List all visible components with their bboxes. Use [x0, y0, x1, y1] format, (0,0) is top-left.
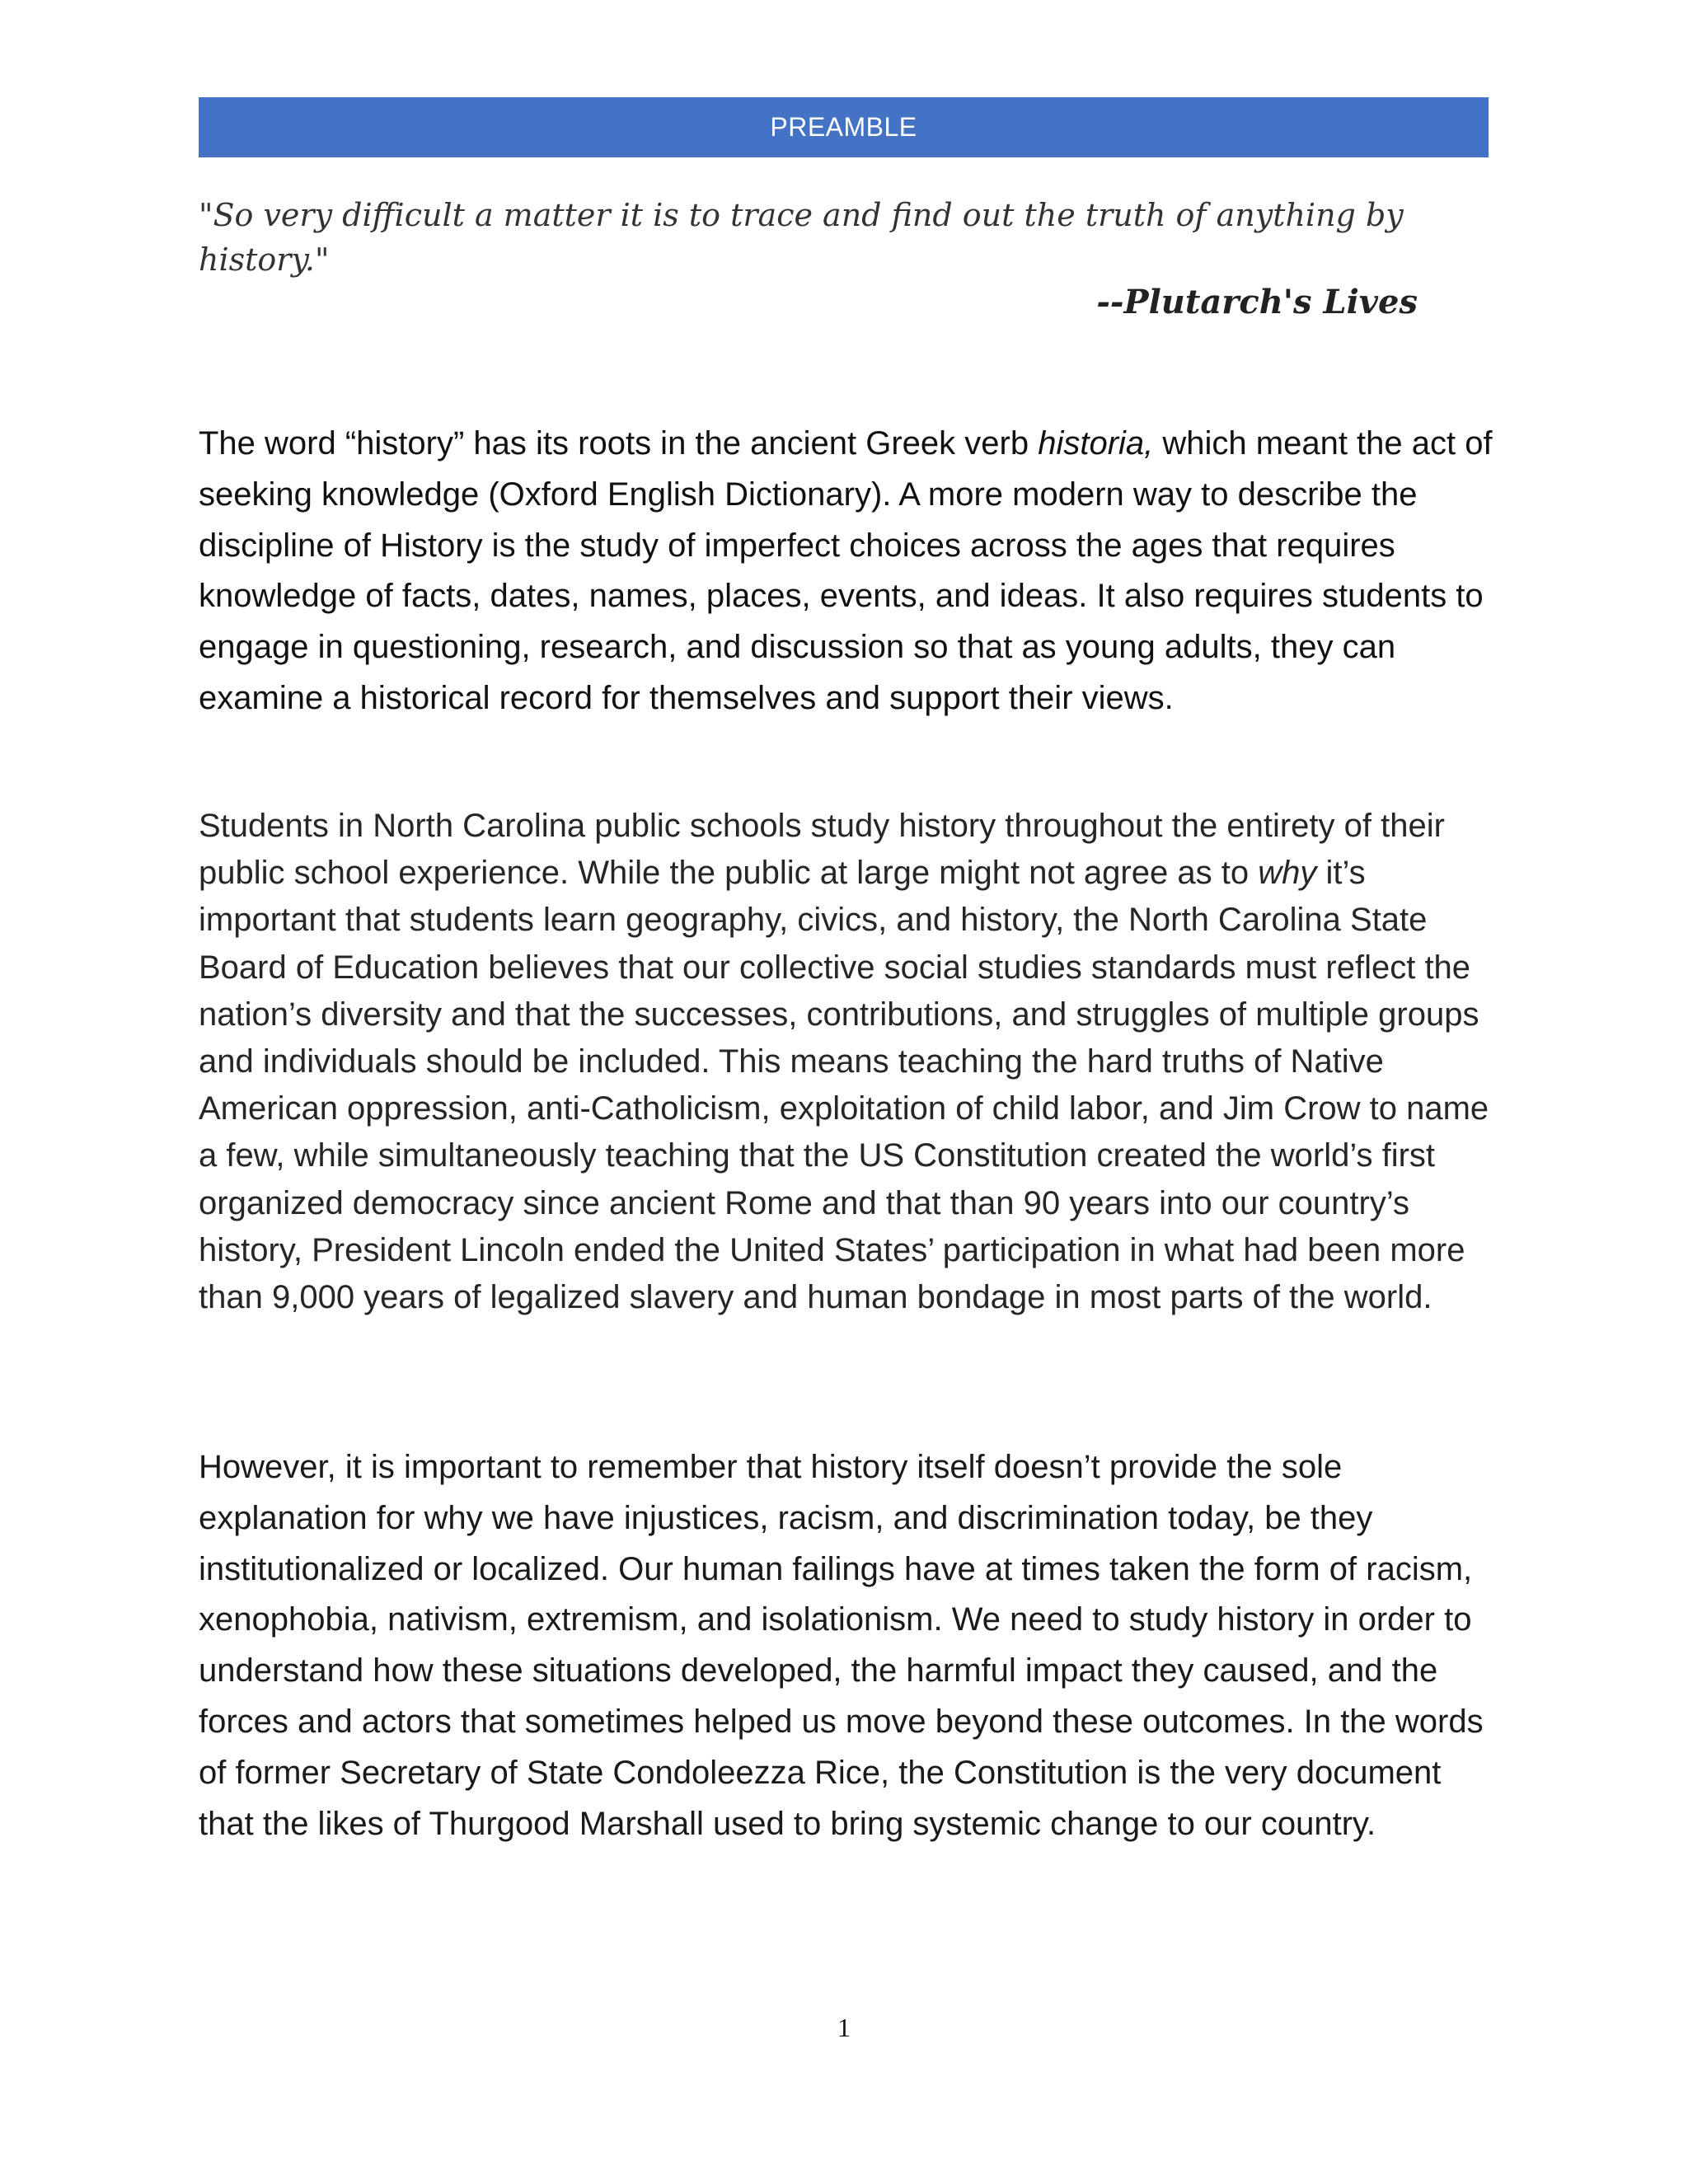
page-number: 1	[837, 2013, 851, 2042]
paragraph-text: which meant the act of seeking knowledge (Oxford English Dictionary). A more modern way to describe the discipline of History is the study of imperfect choices across the ages that requires knowledge of facts, dates, names, places, events, and ideas. It also requires students to engage in questioning, research, and discussion so that as young adults, they can examine a historical record for themselves and support their views.	[199, 425, 1493, 716]
body-paragraph-2	[199, 803, 1493, 1321]
paragraph-text: The word “history” has its roots in the ancient Greek verb	[199, 425, 1039, 462]
italic-term: why	[1258, 855, 1317, 892]
body-paragraph-3: However, it is important to remember that history itself doesn’t provide the sole explanation for why we have injustices, racism, and discrimination today, be they institutionalized or localized. Our human failings have at times taken the form of racism, xenophobia, nativism, extremism, and isolationism. We need to study history in order to understand how these situations developed, the harmful impact they caused, and the forces and actors that sometimes helped us move beyond these outcomes. In the words of former Secretary of State Condoleezza Rice, the Constitution is the very document that the likes of Thurgood Marshall used to bring systemic change to our country.	[199, 1449, 1484, 1842]
body-paragraph-1	[199, 419, 1493, 724]
paragraph-text: it’s important that students learn geography, civics, and history, the North Carolina State Board of Education believes that our collective social studies standards must reflect the nation’s diversity and that the successes, contributions, and struggles of multiple groups and individuals should be included. This means teaching the hard truths of Native American oppression, anti-Catholicism, exploitation of child labor, and Jim Crow to name a few, while simultaneously teaching that the US Constitution created the world’s first organized democracy since ancient Rome and that than 90 years into our country’s history, President Lincoln ended the United States’ participation in what had been more than 9,000 years of legalized slavery and human bondage in most parts of the world.	[199, 855, 1489, 1316]
italic-term: historia,	[1038, 425, 1154, 462]
epigraph-quote: "So very difficult a matter it is to trace and find out the truth of anything by history."	[199, 197, 1404, 278]
section-banner: PREAMBLE	[199, 97, 1489, 157]
epigraph-attribution: --Plutarch's Lives	[1096, 283, 1418, 321]
paragraph-text: Students in North Carolina public schools study history throughout the entirety of their public school experience. While the public at large might not agree as to	[199, 808, 1445, 892]
